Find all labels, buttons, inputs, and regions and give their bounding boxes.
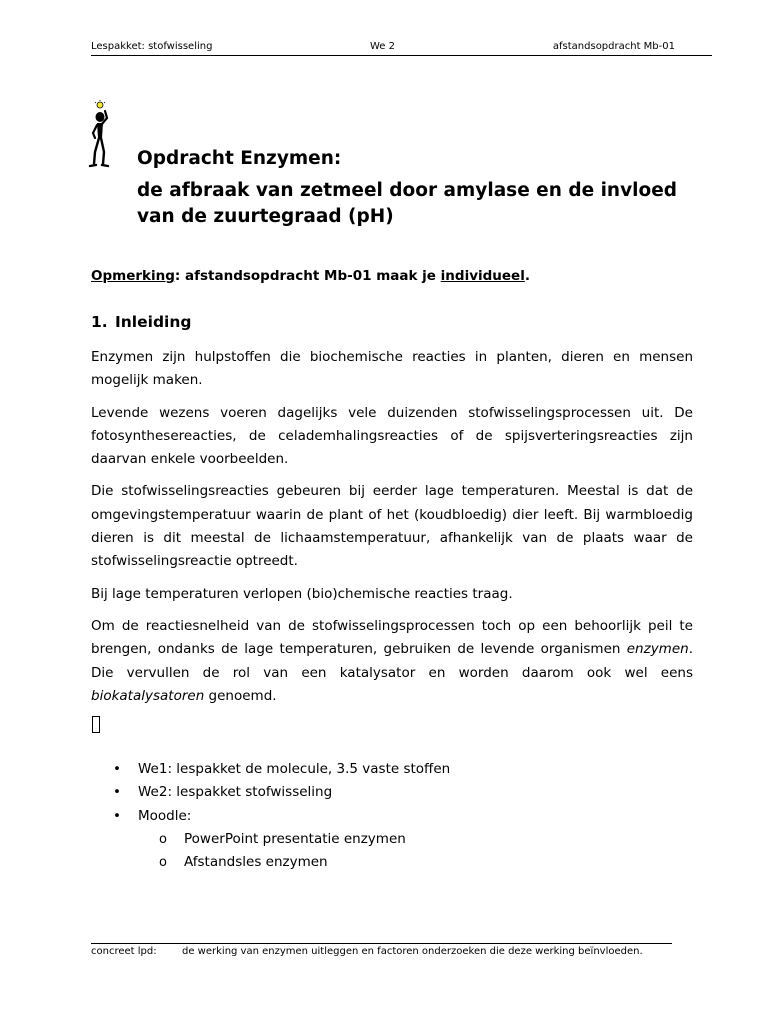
footer-label: concreet lpd: xyxy=(91,946,157,957)
paragraph-5-part-a: Om de reactiesnelheid van de stofwisselingsprocessen toch op een behoorlijk peil te brengen, ondanks de lage temperaturen, gebruiken de levende organismen xyxy=(91,617,693,658)
remark-emphasis: individueel xyxy=(440,268,525,284)
title-line-1: Opdracht Enzymen: xyxy=(137,148,342,169)
sub-list-item-text: PowerPoint presentatie enzymen xyxy=(184,830,406,847)
paragraph-5-part-b: . Die vervullen de rol van een katalysator en worden daarom ook wel eens xyxy=(91,641,693,681)
paragraph-5-emphasis-1: enzymen xyxy=(626,641,689,658)
paragraph-5-part-c: genoemd. xyxy=(204,687,277,704)
assignment-title xyxy=(137,146,717,230)
paragraph-5-emphasis-2: biokatalysatoren xyxy=(91,687,205,704)
bullet-icon: • xyxy=(113,761,121,777)
section-heading xyxy=(91,313,191,331)
resource-list xyxy=(113,758,450,874)
header-center: We 2 xyxy=(370,41,395,52)
sub-list-item xyxy=(159,851,450,874)
paragraph-2: Levende wezens voeren dagelijks vele duizenden stofwisselingsprocessen uit. De fotosynthesereacties, de celademhalingsreacties of de spijsverteringsreacties zijn daarvan enkele voorbeelden. xyxy=(91,404,693,468)
list-item-text: Moodle: xyxy=(138,807,192,824)
page-header xyxy=(91,41,712,56)
paragraph-1: Enzymen zijn hulpstoffen die biochemische reacties in planten, dieren en mensen mogelijk maken. xyxy=(91,349,693,389)
list-item xyxy=(113,805,450,828)
paragraph-4: Bij lage temperaturen verlopen (bio)chemische reacties traag. xyxy=(91,585,513,602)
paragraph-5 xyxy=(91,615,693,708)
section-number: 1. xyxy=(91,313,108,331)
sub-list-item-text: Afstandsles enzymen xyxy=(184,854,328,871)
title-line-2: de afbraak van zetmeel door amylase en de invloed van de zuurtegraad (pH) xyxy=(137,180,677,227)
list-item-text: We1: lespakket de molecule, 3.5 vaste stoffen xyxy=(138,761,451,777)
list-item xyxy=(113,758,450,781)
sub-bullet-icon: o xyxy=(159,831,167,847)
remark-end: . xyxy=(524,268,530,284)
remark-text: : afstandsopdracht Mb-01 maak je xyxy=(174,268,441,284)
list-item xyxy=(113,781,450,804)
page-footer xyxy=(91,943,672,957)
header-left: Lespakket: stofwisseling xyxy=(91,41,213,52)
footer-text: de werking van enzymen uitleggen en factoren onderzoeken die deze werking beïnvloeden. xyxy=(182,946,643,957)
missing-glyph-icon xyxy=(92,716,100,733)
section-title: Inleiding xyxy=(115,313,192,331)
sub-bullet-icon: o xyxy=(159,855,167,871)
bullet-icon: • xyxy=(113,807,121,824)
paragraph-3: Die stofwisselingsreacties gebeuren bij eerder lage temperaturen. Meestal is dat de omgevingstemperatuur waarin de plant of het (koudbloedig) dier leeft. Bij warmbloedig dieren is dit meestal de lichaamstemperatuur, afhankelijk van de plaats waar de stofwisselingsreactie optreedt. xyxy=(91,483,693,570)
header-right: afstandsopdracht Mb-01 xyxy=(552,41,675,52)
remark-label: Opmerking xyxy=(91,268,175,284)
bullet-icon: • xyxy=(113,784,121,801)
list-item-text: We2: lespakket stofwisseling xyxy=(138,784,333,801)
sub-list-item xyxy=(159,828,450,851)
thinking-figure-icon xyxy=(86,100,118,170)
remark-line xyxy=(91,268,530,284)
intro-text xyxy=(91,346,693,717)
